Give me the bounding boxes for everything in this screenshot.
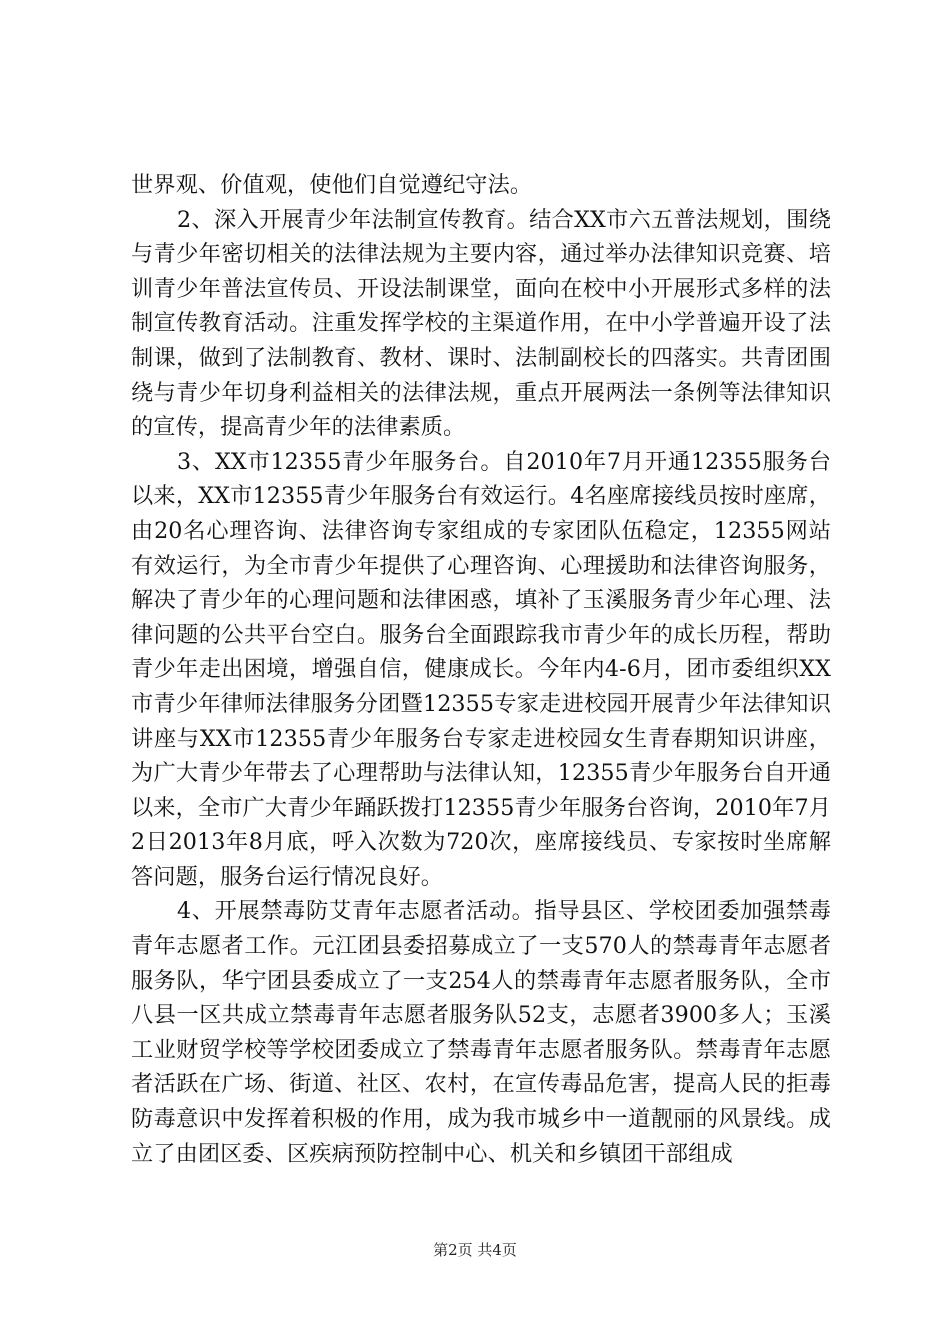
document-body xyxy=(131,168,831,1171)
paragraph-continuation: 世界观、价值观，使他们自觉遵纪守法。 xyxy=(131,172,533,198)
page-footer: 第2页 共4页 xyxy=(433,1241,517,1259)
paragraph-youth-service-hotline: 3、XX市12355青少年服务台。自2010年7月开通12355服务台以来，XX市12355青少年服务台有效运行。4名座席接线员按时座席，由20名心理咨询、法律咨询专家组成的专家团队伍稳定，12355网站有效运行，为全市青少年提供了心理咨询、心理援助和法律咨询服务，解决了青少年的心理问题和法律困惑，填补了玉溪服务青少年心理、法律问题的公共平台空白。服务台全面跟踪我市青少年的成长历程，帮助青少年走出困境，增强自信，健康成长。今年内4-6月，团市委组织XX市青少年律师法律服务分团暨12355专家走进校园开展青少年法律知识讲座与XX市12355青少年服务台专家走进校园女生青春期知识讲座，为广大青少年带去了心理帮助与法律认知，12355青少年服务台自开通以来，全市广大青少年踊跃拨打12355青少年服务台咨询，2010年7月2日2013年8月底，呼入次数为720次，座席接线员、专家按时坐席解答问题，服务台运行情况良好。 xyxy=(131,448,831,890)
paragraph-anti-drug-volunteers: 4、开展禁毒防艾青年志愿者活动。指导县区、学校团委加强禁毒青年志愿者工作。元江团县委招募成立了一支570人的禁毒青年志愿者服务队，华宁团县委成立了一支254人的禁毒青年志愿者服务队，全市八县一区共成立禁毒青年志愿者服务队52支，志愿者3900多人；玉溪工业财贸学校等学校团委成立了禁毒青年志愿者服务队。禁毒青年志愿者活跃在广场、街道、社区、农村，在宣传毒品危害，提高人民的拒毒防毒意识中发挥着积极的作用，成为我市城乡中一道靓丽的风景线。成立了由团区委、区疾病预防控制中心、机关和乡镇团干部组成 xyxy=(131,898,831,1167)
paragraph-legal-education: 2、深入开展青少年法制宣传教育。结合XX市六五普法规划，围绕与青少年密切相关的法律法规为主要内容，通过举办法律知识竞赛、培训青少年普法宣传员、开设法制课堂，面向在校中小开展形式多样的法制宣传教育活动。注重发挥学校的主渠道作用，在中小学普遍开设了法制课，做到了法制教育、教材、课时、法制副校长的四落实。共青团围绕与青少年切身利益相关的法律法规，重点开展两法一条例等法律知识的宣传，提高青少年的法律素质。 xyxy=(131,206,831,441)
